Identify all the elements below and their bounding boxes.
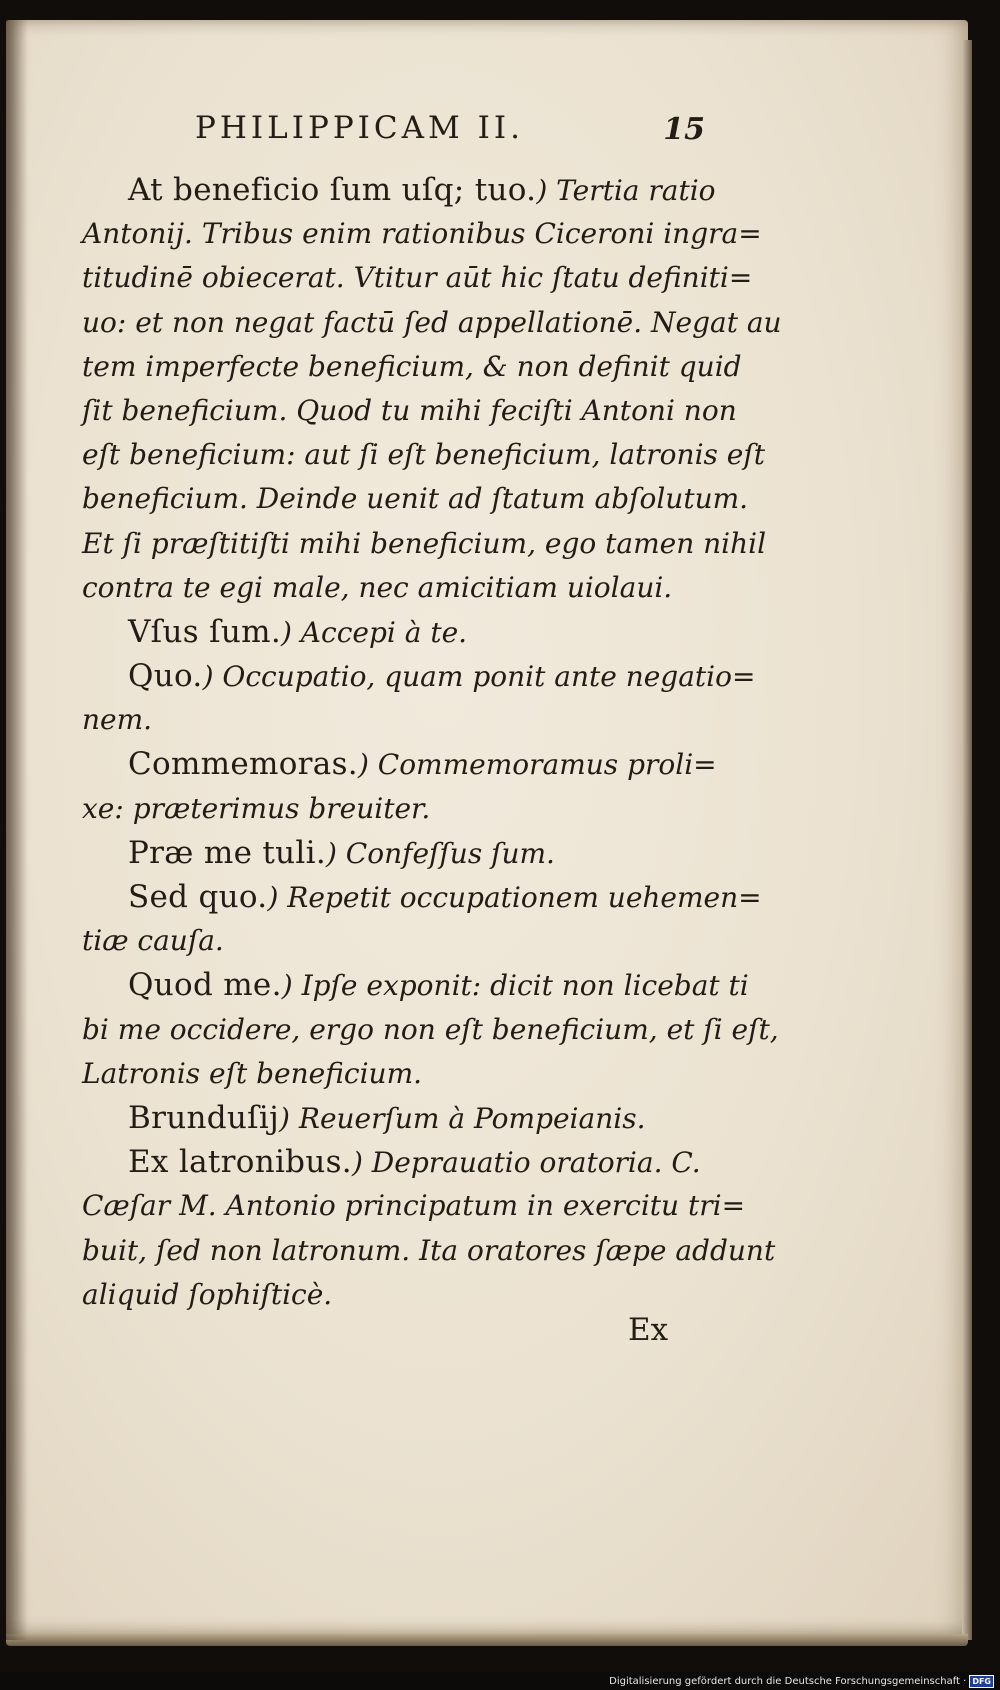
- lemma: At beneficio ſum uſq; tuo.: [128, 172, 537, 208]
- page-edge-right: [962, 40, 972, 1640]
- lemma: Vſus ſum.: [128, 613, 281, 650]
- text-line: contra te egi male, nec amicitiam uiolaui.: [82, 570, 673, 604]
- lemma: Quod me.: [128, 967, 282, 1004]
- commentary: ) Ipſe exponit: dicit non licebat ti: [281, 969, 749, 1003]
- commentary: ) Reuerſum à Pompeianis.: [279, 1101, 646, 1135]
- running-head: PHILIPPICAM II.: [195, 110, 524, 146]
- text-line: xe: præterimus breuiter.: [82, 791, 431, 825]
- text-line: [82, 831, 718, 875]
- text-line: [82, 742, 718, 786]
- lemma: Brunduſij: [128, 1099, 280, 1136]
- text-line: uo: et non negat factū ſed appellationē. Negat au: [82, 305, 782, 339]
- commentary: ) Tertia ratio: [536, 174, 716, 207]
- text-line: buit, ſed non latronum. Ita oratores ſæpe addunt: [82, 1233, 776, 1267]
- credit-text: Digitalisierung gefördert durch die Deutsche Forschungsgemeinschaft ·: [609, 1676, 967, 1687]
- text-line: Cæſar M. Antonio principatum in exercitu tri=: [82, 1189, 746, 1223]
- text-line: [82, 168, 718, 212]
- commentary: ) Commemoramus proli=: [357, 748, 717, 782]
- text-line: Et ſi præſtitiſti mihi beneficium, ego tamen nihil: [82, 526, 767, 560]
- page-gutter-shadow: [6, 20, 28, 1640]
- text-line: Latronis eſt beneficium.: [82, 1056, 423, 1090]
- digitization-credit: [609, 1675, 994, 1688]
- text-line: Antonij. Tribus enim rationibus Ciceroni ingra=: [82, 217, 762, 251]
- text-line: nem.: [82, 703, 153, 737]
- lemma: Quo.: [128, 658, 203, 695]
- text-line: eſt beneficium: aut ſi eſt beneficium, latronis eſt: [82, 438, 765, 472]
- text-line: [82, 610, 718, 654]
- lemma: Commemoras.: [128, 746, 358, 783]
- text-line: aliquid ſophiſticè.: [82, 1277, 333, 1311]
- text-line: bi me occidere, ergo non eſt beneficium, et ſi eſt,: [82, 1012, 779, 1046]
- commentary: ) Deprauatio oratoria. C.: [351, 1146, 701, 1180]
- commentary: ) Occupatio, quam ponit ante negatio=: [202, 660, 756, 694]
- commentary: ) Confeſſus ſum.: [325, 836, 555, 870]
- text-line: [82, 1140, 718, 1184]
- text-line: [82, 654, 756, 698]
- text-line: [82, 875, 762, 919]
- text-line: [82, 1096, 718, 1140]
- page-edge-bottom: [6, 1634, 968, 1646]
- commentary: ) Accepi à te.: [280, 615, 468, 649]
- text-line: beneficium. Deinde uenit ad ſtatum abſolutum.: [82, 482, 749, 516]
- page-header: [195, 110, 705, 156]
- text-line: ſit beneficium. Quod tu mihi feciſti Antoni non: [82, 393, 737, 427]
- lemma: Ex latronibus.: [128, 1144, 352, 1181]
- catchword: Ex: [628, 1312, 669, 1348]
- page-number: 15: [663, 112, 705, 147]
- commentary: ) Repetit occupationem uehemen=: [267, 881, 762, 914]
- dfg-logo: DFG: [969, 1675, 994, 1688]
- lemma: Præ me tuli.: [128, 834, 326, 871]
- text-line: tem imperfecte beneficium, & non definit quid: [82, 349, 742, 383]
- text-line: titudinē obiecerat. Vtitur aūt hic ſtatu definiti=: [82, 261, 753, 295]
- body-text: [82, 168, 782, 1317]
- text-line: tiæ cauſa.: [82, 924, 224, 958]
- text-line: [82, 963, 749, 1007]
- lemma: Sed quo.: [128, 879, 268, 915]
